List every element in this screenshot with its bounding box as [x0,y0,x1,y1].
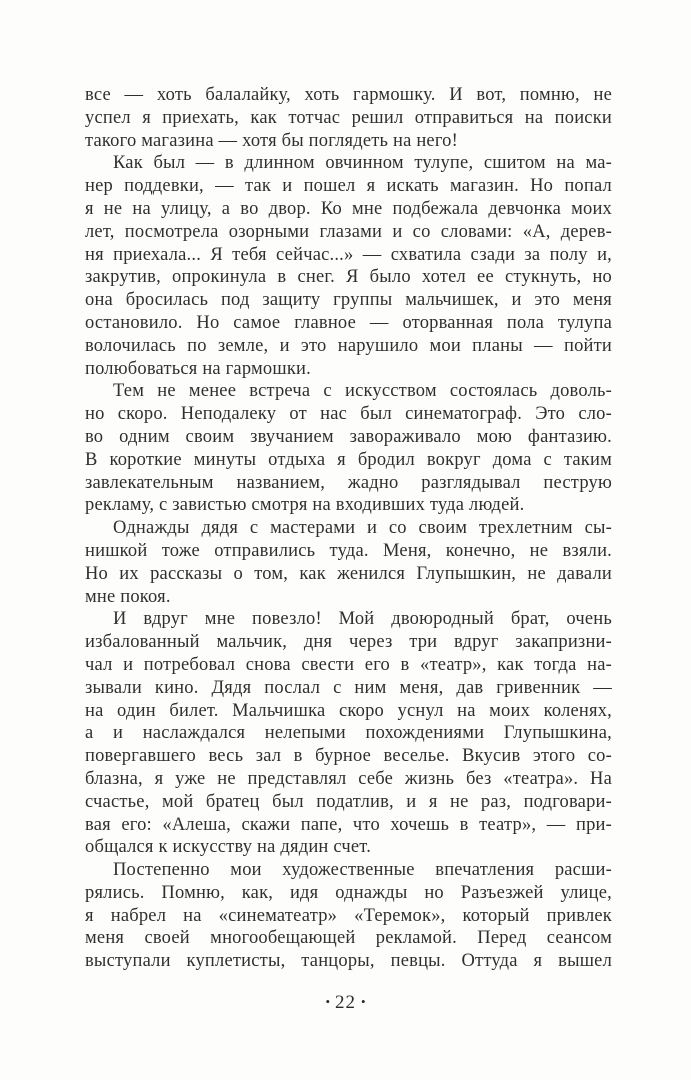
text-line: завлекательным названием, жадно разглядывал пеструю [85,472,612,493]
text-line: такого магазина — хотя бы поглядеть на него! [85,130,458,151]
text-line: закрутив, опрокинула в снег. Я было хотел ее стукнуть, но [85,267,612,288]
text-line: зывали кино. Дядя послал с ним меня, дав гривенник — [85,677,612,698]
text-line: я набрел на «синематеатр» «Теремок», который привлек [85,905,612,926]
text-line: полюбоваться на гармошки. [85,358,311,379]
text-line: ня приехала... Я тебя сейчас...» — схватила сзади за полу и, [85,244,612,265]
text-line: рекламу, с завистью смотря на входивших туда людей. [85,495,525,516]
text-line: все — хоть балалайку, хоть гармошку. И вот, помню, не [85,85,612,105]
text-line: меня своей многообещающей рекламой. Перед сеансом [85,928,612,949]
text-line: нер поддевки, — так и пошел я искать магазин. Но попал [85,176,612,197]
text-line: Однажды дядя с мастерами и со своим трехлетним сы- [113,518,612,539]
text-line: на один билет. Мальчишка скоро уснул на моих коленях, [85,700,612,721]
footer-bullet-right: • [361,994,366,1009]
text-line: избалованный мальчик, дня через три вдруг закапризни- [85,632,612,653]
text-line: Тем не менее встреча с искусством состоялась доволь- [113,381,612,402]
text-line: общался к искусству на дядин счет. [85,837,372,858]
text-line: но скоро. Неподалеку от нас был синематограф. Это сло- [85,404,612,425]
footer-bullet-left: • [325,994,330,1009]
text-line: Как был — в длинном овчинном тулупе, сшитом на ма- [113,153,612,174]
text-line: успел я приехать, как тотчас решил отправиться на поиски [85,107,612,128]
text-line: во одним своим звучанием завораживало мою фантазию. [85,426,612,447]
text-line: счастье, мой братец был податлив, и я не раз, подговари- [85,791,612,812]
text-line: остановило. Но самое главное — оторванная пола тулупа [85,312,612,333]
text-line: повергавшего весь зал в бурное веселье. Вкусив этого со- [85,746,612,767]
text-line: она бросилась под защиту группы мальчишек, и это меня [85,290,612,311]
text-line: нишкой тоже отправились туда. Меня, конечно, не взяли. [85,540,612,561]
text-line: блазна, я уже не представлял себе жизнь без «театра». На [85,768,612,789]
text-line: мне покоя. [85,586,171,607]
text-line: рялись. Помню, как, идя однажды но Разъезжей улице, [85,882,612,903]
text-line: лет, посмотрела озорными глазами и со словами: «А, дерев- [85,221,612,242]
text-line: В короткие минуты отдыха я бродил вокруг дома с таким [85,449,612,470]
text-line: вая его: «Алеша, скажи папе, что хочешь в театр», — при- [85,814,612,835]
body-text [85,84,612,973]
text-line: я не на улицу, а во двор. Ко мне подбежала девчонка моих [85,198,612,219]
text-line: волочилась по земле, и это нарушило мои планы — пойти [85,335,612,356]
text-line: Постепенно мои художественные впечатления расши- [113,860,612,881]
text-line: Но их рассказы о том, как женился Глупышкин, не давали [85,563,612,584]
text-line: чал и потребовал снова свести его в «театр», как тогда на- [85,654,612,675]
text-line: а и наслаждался нелепыми похождениями Глупышкина, [85,723,612,744]
text-line: выступали куплетисты, танцоры, певцы. Оттуда я вышел [85,951,612,972]
text-line: И вдруг мне повезло! Мой двоюродный брат, очень [113,609,612,630]
page-footer [0,992,691,1014]
page-number: 22 [335,992,356,1013]
